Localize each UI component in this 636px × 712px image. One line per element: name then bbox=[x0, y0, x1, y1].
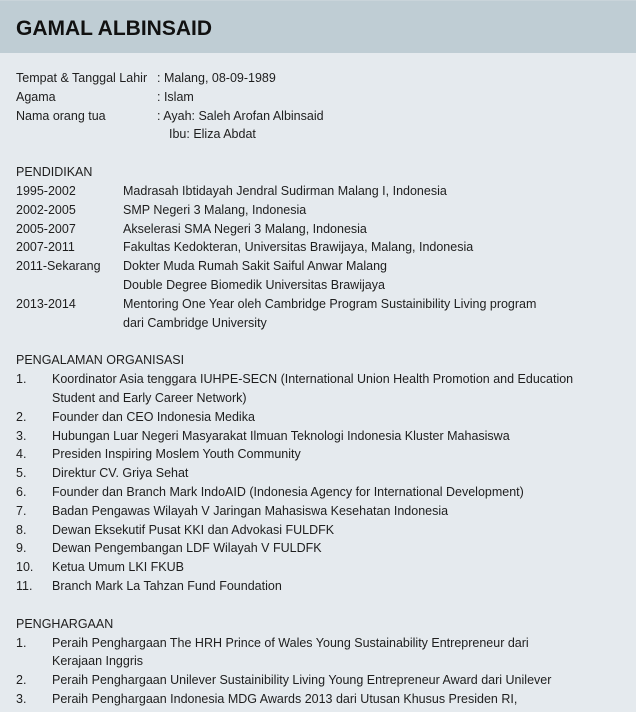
education-title: PENDIDIKAN bbox=[16, 165, 93, 180]
organization-row bbox=[16, 408, 620, 427]
awards-list bbox=[16, 634, 620, 709]
organization-number: 4. bbox=[16, 447, 27, 462]
organization-text: Founder dan Branch Mark IndoAID (Indonesia Agency for International Development) bbox=[52, 484, 524, 499]
profile-content bbox=[0, 53, 636, 709]
awards-title: PENGHARGAAN bbox=[16, 616, 114, 631]
organization-text: Hubungan Luar Negeri Masyarakat Ilmuan Teknologi Indonesia Kluster Mahasiswa bbox=[52, 428, 510, 443]
education-row bbox=[16, 257, 620, 295]
education-line: Mentoring One Year oleh Cambridge Program Sustainibility Living program bbox=[123, 296, 537, 311]
organization-row bbox=[16, 502, 620, 521]
education-line: Dokter Muda Rumah Sakit Saiful Anwar Malang bbox=[123, 259, 388, 274]
info-row-parents bbox=[16, 107, 620, 145]
education-row bbox=[16, 238, 620, 257]
info-row-religion bbox=[16, 88, 620, 107]
award-text: Peraih Penghargaan The HRH Prince of Wales Young Sustainability Entrepreneur dari Kerajaan Inggris bbox=[52, 635, 529, 669]
organization-row bbox=[16, 427, 620, 446]
education-line: Double Degree Biomedik Universitas Brawijaya bbox=[123, 277, 385, 292]
organization-row bbox=[16, 483, 620, 502]
personal-info bbox=[16, 69, 620, 144]
organization-number: 2. bbox=[16, 409, 27, 424]
organization-text: Branch Mark La Tahzan Fund Foundation bbox=[52, 578, 282, 593]
organization-number: 11. bbox=[16, 578, 33, 593]
organization-row bbox=[16, 539, 620, 558]
education-list bbox=[16, 182, 620, 332]
organization-number: 5. bbox=[16, 466, 27, 481]
info-label: Agama bbox=[16, 89, 56, 104]
organization-text: Badan Pengawas Wilayah V Jaringan Mahasiswa Kesehatan Indonesia bbox=[52, 503, 449, 518]
education-desc bbox=[123, 182, 620, 201]
award-row bbox=[16, 690, 620, 709]
organization-text: Presiden Inspiring Moslem Youth Community bbox=[52, 447, 301, 462]
info-label: Nama orang tua bbox=[16, 108, 106, 123]
organization-row bbox=[16, 370, 620, 408]
info-label: Tempat & Tanggal Lahir bbox=[16, 71, 148, 85]
organization-list bbox=[16, 370, 620, 596]
info-row-birth bbox=[16, 69, 620, 88]
award-number: 2. bbox=[16, 673, 27, 688]
education-row bbox=[16, 201, 620, 220]
organization-row bbox=[16, 464, 620, 483]
education-year: 2013-2014 bbox=[16, 296, 76, 311]
education-line: Madrasah Ibtidayah Jendral Sudirman Malang I, Indonesia bbox=[123, 183, 447, 198]
organization-number: 6. bbox=[16, 484, 27, 499]
education-row bbox=[16, 182, 620, 201]
parents-values bbox=[157, 107, 324, 145]
organization-text: Ketua Umum LKI FKUB bbox=[52, 560, 184, 575]
education-line: Akselerasi SMA Negeri 3 Malang, Indonesia bbox=[123, 221, 367, 236]
header-bar bbox=[0, 0, 636, 53]
award-row bbox=[16, 634, 620, 672]
organization-number: 10. bbox=[16, 560, 34, 575]
education-year: 2005-2007 bbox=[16, 221, 76, 236]
education-line: Fakultas Kedokteran, Universitas Brawijaya, Malang, Indonesia bbox=[123, 240, 474, 255]
award-number: 1. bbox=[16, 635, 27, 650]
organization-row bbox=[16, 577, 620, 596]
education-row bbox=[16, 220, 620, 239]
organization-text: Founder dan CEO Indonesia Medika bbox=[52, 409, 255, 424]
organization-row bbox=[16, 521, 620, 540]
education-desc bbox=[123, 295, 620, 333]
education-year: 1995-2002 bbox=[16, 183, 76, 198]
education-year: 2002-2005 bbox=[16, 202, 76, 217]
organization-number: 1. bbox=[16, 372, 27, 387]
organization-number: 3. bbox=[16, 428, 27, 443]
education-year: 2007-2011 bbox=[16, 240, 75, 255]
person-name: GAMAL ALBINSAID bbox=[16, 17, 212, 40]
organization-text: Direktur CV. Griya Sehat bbox=[52, 466, 189, 481]
parent-father: : Ayah: Saleh Arofan Albinsaid bbox=[157, 108, 324, 123]
organization-row bbox=[16, 558, 620, 577]
education-line: SMP Negeri 3 Malang, Indonesia bbox=[123, 202, 307, 217]
organization-text: Dewan Pengembangan LDF Wilayah V FULDFK bbox=[52, 541, 322, 556]
parent-mother: Ibu: Eliza Abdat bbox=[169, 127, 256, 142]
organization-number: 8. bbox=[16, 522, 27, 537]
education-desc bbox=[123, 238, 620, 257]
award-text: Peraih Penghargaan Unilever Sustainibility Living Young Entrepreneur Award dari Unilever bbox=[52, 673, 552, 688]
organization-number: 9. bbox=[16, 541, 27, 556]
award-text: Peraih Penghargaan Indonesia MDG Awards 2013 dari Utusan Khusus Presiden RI, bbox=[52, 691, 518, 706]
organization-text: Koordinator Asia tenggara IUHPE-SECN (International Union Health Promotion and Education Student and Early Career Network) bbox=[52, 372, 574, 405]
award-number: 3. bbox=[16, 691, 27, 706]
organization-row bbox=[16, 445, 620, 464]
organization-text: Dewan Eksekutif Pusat KKI dan Advokasi FULDFK bbox=[52, 522, 335, 537]
education-line: dari Cambridge University bbox=[123, 315, 267, 330]
organization-number: 7. bbox=[16, 503, 27, 518]
info-value: : Islam bbox=[157, 89, 194, 104]
education-desc bbox=[123, 257, 620, 295]
organization-title: PENGALAMAN ORGANISASI bbox=[16, 353, 185, 368]
education-desc bbox=[123, 220, 620, 239]
education-year: 2011-Sekarang bbox=[16, 259, 101, 274]
award-row bbox=[16, 671, 620, 690]
education-row bbox=[16, 295, 620, 333]
info-value: : Malang, 08-09-1989 bbox=[157, 71, 276, 85]
education-desc bbox=[123, 201, 620, 220]
